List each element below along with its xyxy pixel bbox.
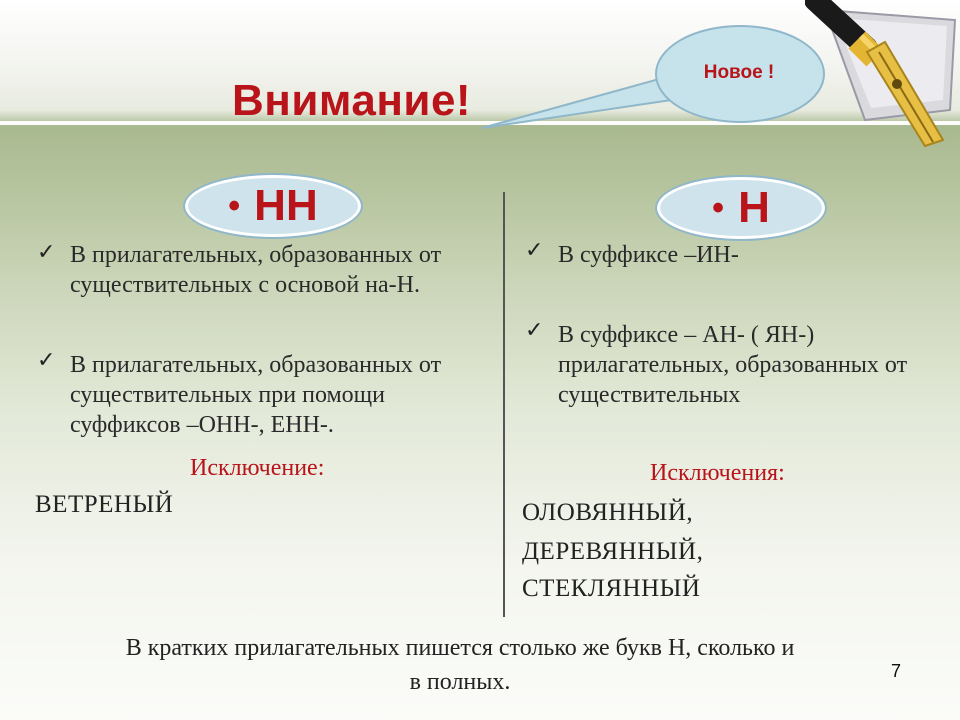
left-rule-1: В прилагательных, образованных от существительных с основой на-Н. (70, 242, 442, 298)
footer-note (60, 631, 860, 699)
callout-text: Новое ! (703, 62, 775, 83)
left-rule-2: В прилагательных, образованных от существительных при помощи суффиксов –ОНН-, ЕНН-. (70, 352, 442, 438)
header-oval-nn (183, 173, 363, 239)
right-rule-2: В суффиксе – АН- ( ЯН-) прилагательных, образованных от существительных (558, 322, 908, 408)
header-n-label: Н (738, 183, 770, 232)
bullet-dot: • (228, 186, 241, 225)
right-exception-word: ДЕРЕВЯННЫЙ, (522, 538, 704, 565)
bullet-dot: • (712, 188, 725, 227)
fountain-pen-icon (805, 0, 960, 150)
header-oval-n (655, 175, 827, 241)
check-icon: ✓ (525, 318, 544, 343)
check-icon: ✓ (37, 240, 56, 265)
header-nn-label: НН (254, 181, 318, 230)
column-divider (503, 192, 505, 617)
check-icon: ✓ (525, 238, 544, 263)
footer-line-2: в полных. (409, 669, 511, 695)
left-exception-label: Исключение: (190, 455, 325, 481)
right-exception-word: ОЛОВЯННЫЙ, (522, 499, 694, 526)
slide-title: Внимание! (232, 76, 472, 125)
footer-line-1: В кратких прилагательных пишется столько же букв Н, сколько и (125, 635, 795, 661)
left-exception-word: ВЕТРЕНЫЙ (35, 491, 174, 518)
right-rule-1: В суффиксе –ИН- (558, 242, 739, 268)
check-icon: ✓ (37, 348, 56, 373)
page-number: 7 (891, 661, 902, 681)
right-exception-label: Исключения: (650, 460, 785, 486)
right-exception-word: СТЕКЛЯННЫЙ (522, 575, 701, 602)
